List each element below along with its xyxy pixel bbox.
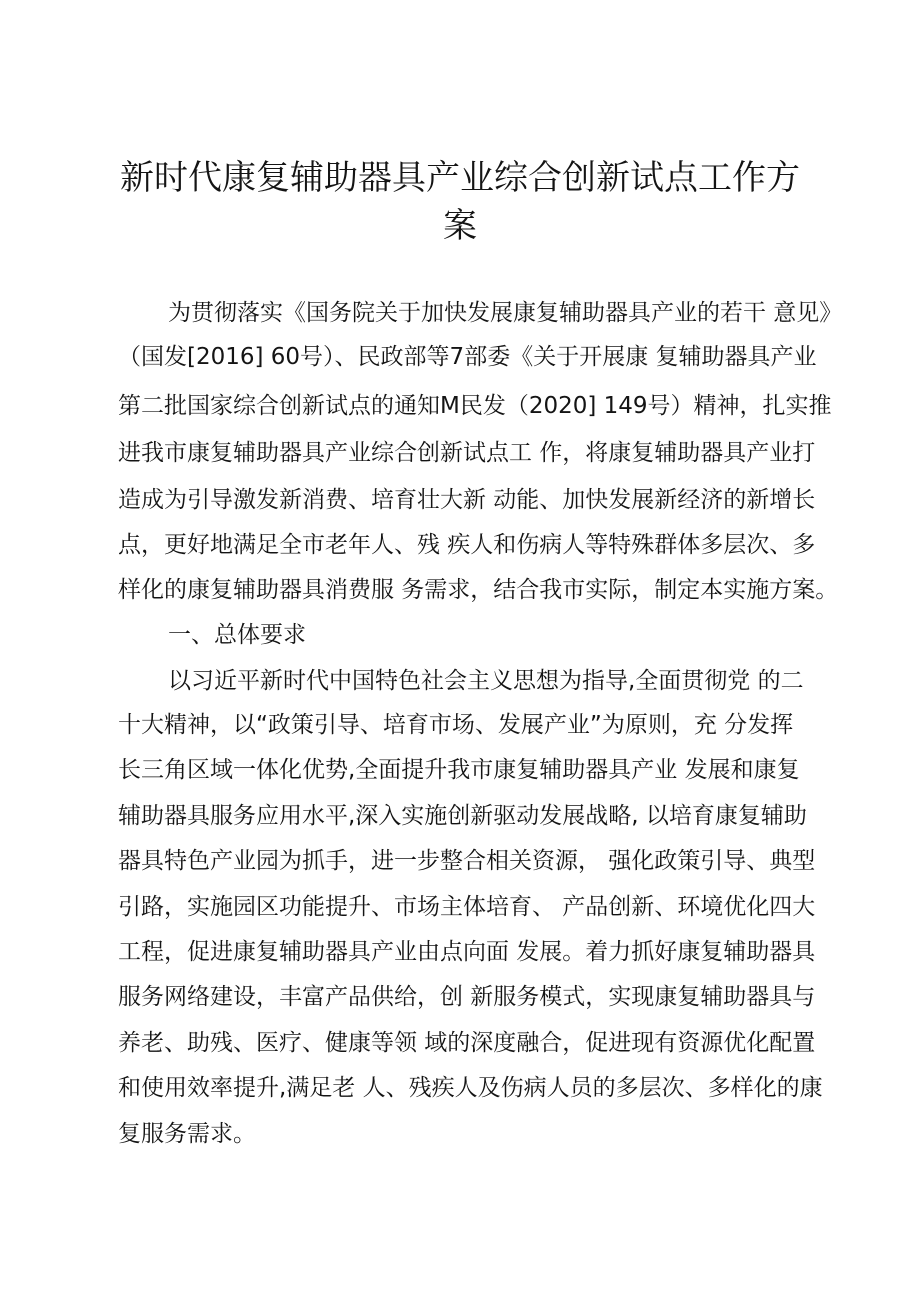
text-line: 样化的康复辅助器具消费服 务需求，结合我市实际，制定本实施方案。 — [118, 577, 839, 603]
text-line: 十大精神，以“政策引导、培育市场、发展产业”为原则，充 分发挥 — [118, 712, 794, 738]
text-line: 辅助器具服务应用水平,深入实施创新驱动发展战略, 以培育康复辅助 — [118, 803, 807, 829]
text-line: 服务网络建设，丰富产品供给，创 新服务模式，实现康复辅助器具与 — [118, 984, 816, 1010]
text-line: 养老、助残、医疗、健康等领 域的深度融合，促进现有资源优化配置 — [118, 1030, 816, 1056]
text-line: 器具特色产业园为抓手，进一步整合相关资源， 强化政策引导、典型 — [118, 848, 816, 874]
text-line: 以习近平新时代中国特色社会主义思想为指导,全面贯彻党 的二 — [168, 668, 804, 694]
text-line: 点，更好地满足全市老年人、残 疾人和伤病人等特殊群体多层次、多 — [118, 532, 816, 558]
section-heading: 一、总体要求 — [168, 622, 306, 648]
document-title-line-2: 案 — [443, 206, 477, 246]
text-line: 和使用效率提升,满足老 人、残疾人及伤病人员的多层次、多样化的康 — [118, 1075, 823, 1101]
text-line: 工程，促进康复辅助器具产业由点向面 发展。着力抓好康复辅助器具 — [118, 939, 816, 965]
text-line: 复服务需求。 — [118, 1121, 256, 1147]
text-line: 长三角区域一体化优势,全面提升我市康复辅助器具产业 发展和康复 — [118, 757, 800, 783]
text-line: （国发[2016] 60号）、民政部等7部委《关于开展康 复辅助器具产业 — [118, 344, 817, 370]
text-line: 造成为引导激发新消费、培育壮大新 动能、加快发展新经济的新增长 — [118, 487, 816, 513]
text-line: 引路，实施园区功能提升、市场主体培育、 产品创新、环境优化四大 — [118, 894, 816, 920]
document-title-line-1: 新时代康复辅助器具产业综合创新试点工作方 — [120, 158, 800, 198]
text-line: 进我市康复辅助器具产业综合创新试点工 作，将康复辅助器具产业打 — [118, 440, 816, 466]
text-line: 第二批国家综合创新试点的通知M民发（2020] 149号）精神，扎实推 — [118, 393, 832, 419]
text-line: 为贯彻落实《国务院关于加快发展康复辅助器具产业的若干 意见》 — [168, 300, 843, 326]
